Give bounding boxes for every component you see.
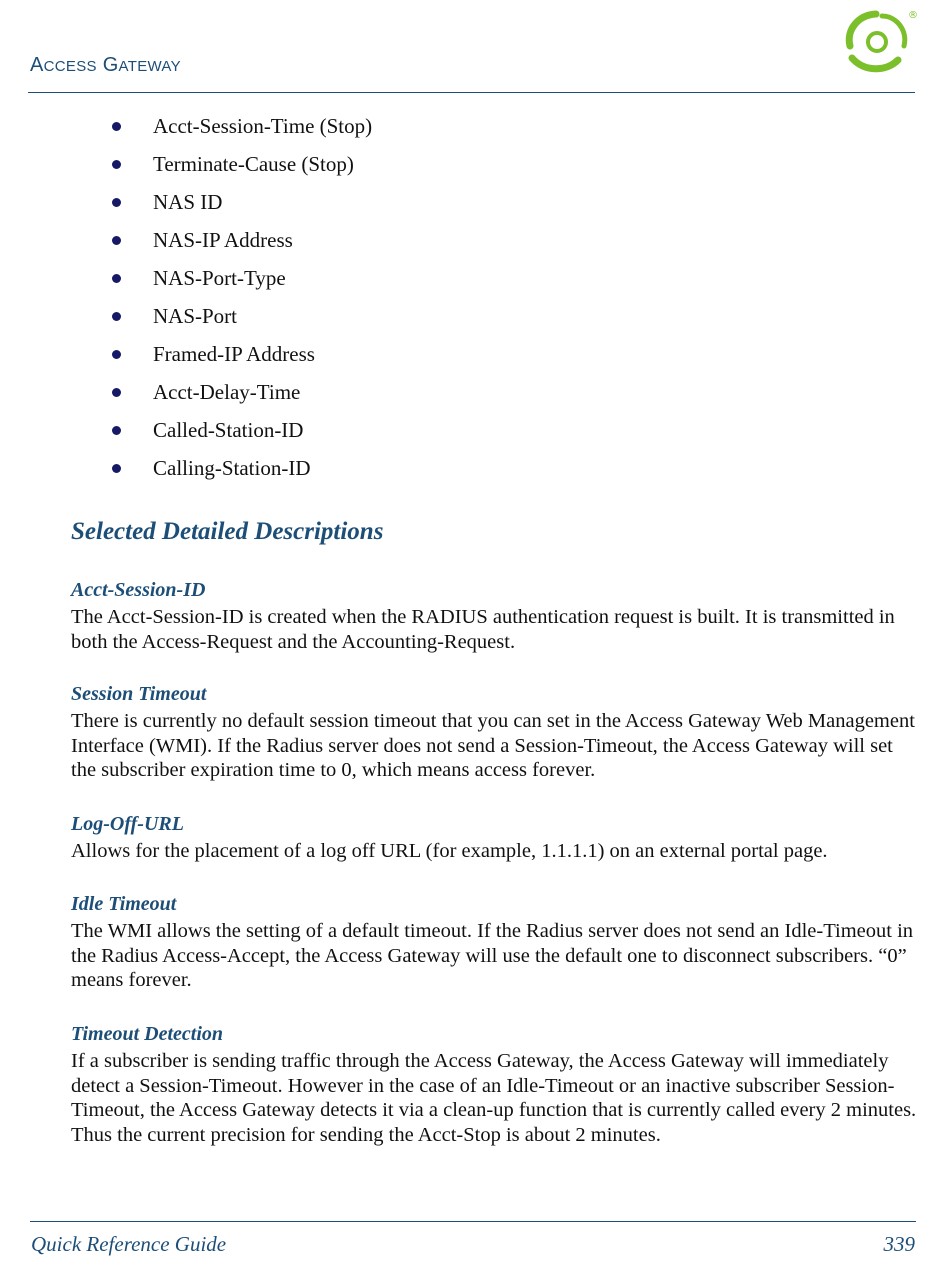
list-item: Acct-Delay-Time — [110, 373, 372, 411]
list-item: Calling-Station-ID — [110, 449, 372, 487]
subsection-body: The Acct-Session-ID is created when the RADIUS authentication request is built. It is transmitted in both the Access-Request and the Accounting-Request. — [71, 606, 895, 653]
subsection-body: The WMI allows the setting of a default timeout. If the Radius server does not send an Idle-Timeout in the Radius Access-Accept, the Access Gateway will use the default one to disconnect subscribers. “0” means forever. — [71, 920, 914, 992]
header-initial-g: G — [102, 54, 119, 76]
footer-guide-name: Quick Reference Guide — [31, 1232, 227, 1256]
list-item: NAS-IP Address — [110, 221, 372, 259]
list-item: Terminate-Cause (Stop) — [110, 145, 372, 183]
bullet-icon — [112, 198, 121, 207]
section-heading: Selected Detailed Descriptions — [71, 518, 384, 545]
subsection-body: Allows for the placement of a log off URL (for example, 1.1.1.1) on an external portal page. — [71, 840, 828, 862]
swirl-logo-icon — [838, 6, 916, 74]
subsection-title: Log-Off-URL — [71, 813, 184, 835]
bullet-icon — [112, 464, 121, 473]
subsection-title: Idle Timeout — [71, 893, 177, 915]
registered-mark: ® — [908, 10, 918, 21]
bullet-icon — [112, 426, 121, 435]
subsection-body: There is currently no default session timeout that you can set in the Access Gateway Web Management Interface (WMI). If the Radius server does not send a Session-Timeout, the Access Gateway will set the subscriber expiration time to 0, which means access forever. — [71, 710, 915, 782]
subsection-log-off-url — [71, 811, 921, 864]
list-item: Framed-IP Address — [110, 335, 372, 373]
running-header — [30, 54, 181, 77]
subsection-acct-session-id — [71, 577, 921, 654]
bullet-list — [110, 107, 372, 487]
list-item: NAS ID — [110, 183, 372, 221]
bullet-icon — [112, 274, 121, 283]
header-rest-access: CCESS — [43, 58, 97, 75]
bullet-icon — [112, 160, 121, 169]
header-divider — [28, 92, 915, 93]
bullet-icon — [112, 122, 121, 131]
subsection-session-timeout — [71, 681, 921, 783]
subsection-idle-timeout — [71, 891, 921, 993]
header-initial-a: A — [30, 54, 44, 76]
subsection-title: Timeout Detection — [71, 1023, 224, 1045]
list-item: NAS-Port — [110, 297, 372, 335]
bullet-icon — [112, 236, 121, 245]
list-item: NAS-Port-Type — [110, 259, 372, 297]
subsection-title: Acct-Session-ID — [71, 579, 206, 601]
subsection-title: Session Timeout — [71, 683, 207, 705]
list-item: Called-Station-ID — [110, 411, 372, 449]
bullet-icon — [112, 350, 121, 359]
subsection-timeout-detection — [71, 1021, 921, 1147]
footer-divider — [30, 1221, 916, 1222]
bullet-icon — [112, 312, 121, 321]
page-number: 339 — [883, 1232, 915, 1256]
bullet-icon — [112, 388, 121, 397]
header-rest-gateway: ATEWAY — [118, 58, 181, 75]
list-item: Acct-Session-Time (Stop) — [110, 107, 372, 145]
subsection-body: If a subscriber is sending traffic through the Access Gateway, the Access Gateway will immediately detect a Session-Timeout. However in the case of an Idle-Timeout or an inactive subscriber Session-Timeout, the Access Gateway detects it via a clean-up function that is currently called every 2 minutes. Thus the current precision for sending the Acct-Stop is about 2 minutes. — [71, 1050, 917, 1146]
